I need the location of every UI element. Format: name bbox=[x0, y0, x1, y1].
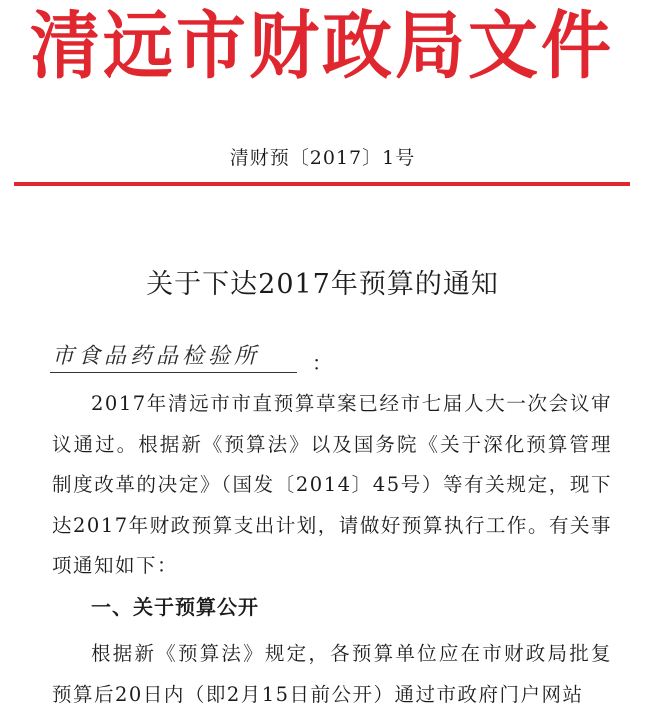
body-paragraph-1: 2017年清远市市直预算草案已经市七届人大一次会议审议通过。根据新《预算法》以及国务院《关于深化预算管理制度改革的决定》（国发〔2014〕45号）等有关规定，现下达2017年财政预算支出计划，请做好预算执行工作。有关事项通知如下： bbox=[52, 392, 612, 578]
header-divider bbox=[14, 182, 630, 186]
recipient-line bbox=[50, 343, 350, 375]
notice-title: 关于下达2017年预算的通知 bbox=[146, 269, 499, 300]
section-heading-budget-disclosure: 一、关于预算公开 bbox=[91, 595, 259, 619]
document-header-banner: 清远市财政局文件 bbox=[30, 1, 614, 90]
recipient-handwritten: 市食品药品检验所 bbox=[50, 343, 297, 373]
body-paragraph-2: 根据新《预算法》规定，各预算单位应在市财政局批复预算后20日内（即2月15日前公开）通过市政府门户网站 bbox=[52, 642, 612, 706]
recipient-colon: ： bbox=[312, 351, 332, 375]
document-number: 清财预〔2017〕1号 bbox=[229, 147, 416, 169]
